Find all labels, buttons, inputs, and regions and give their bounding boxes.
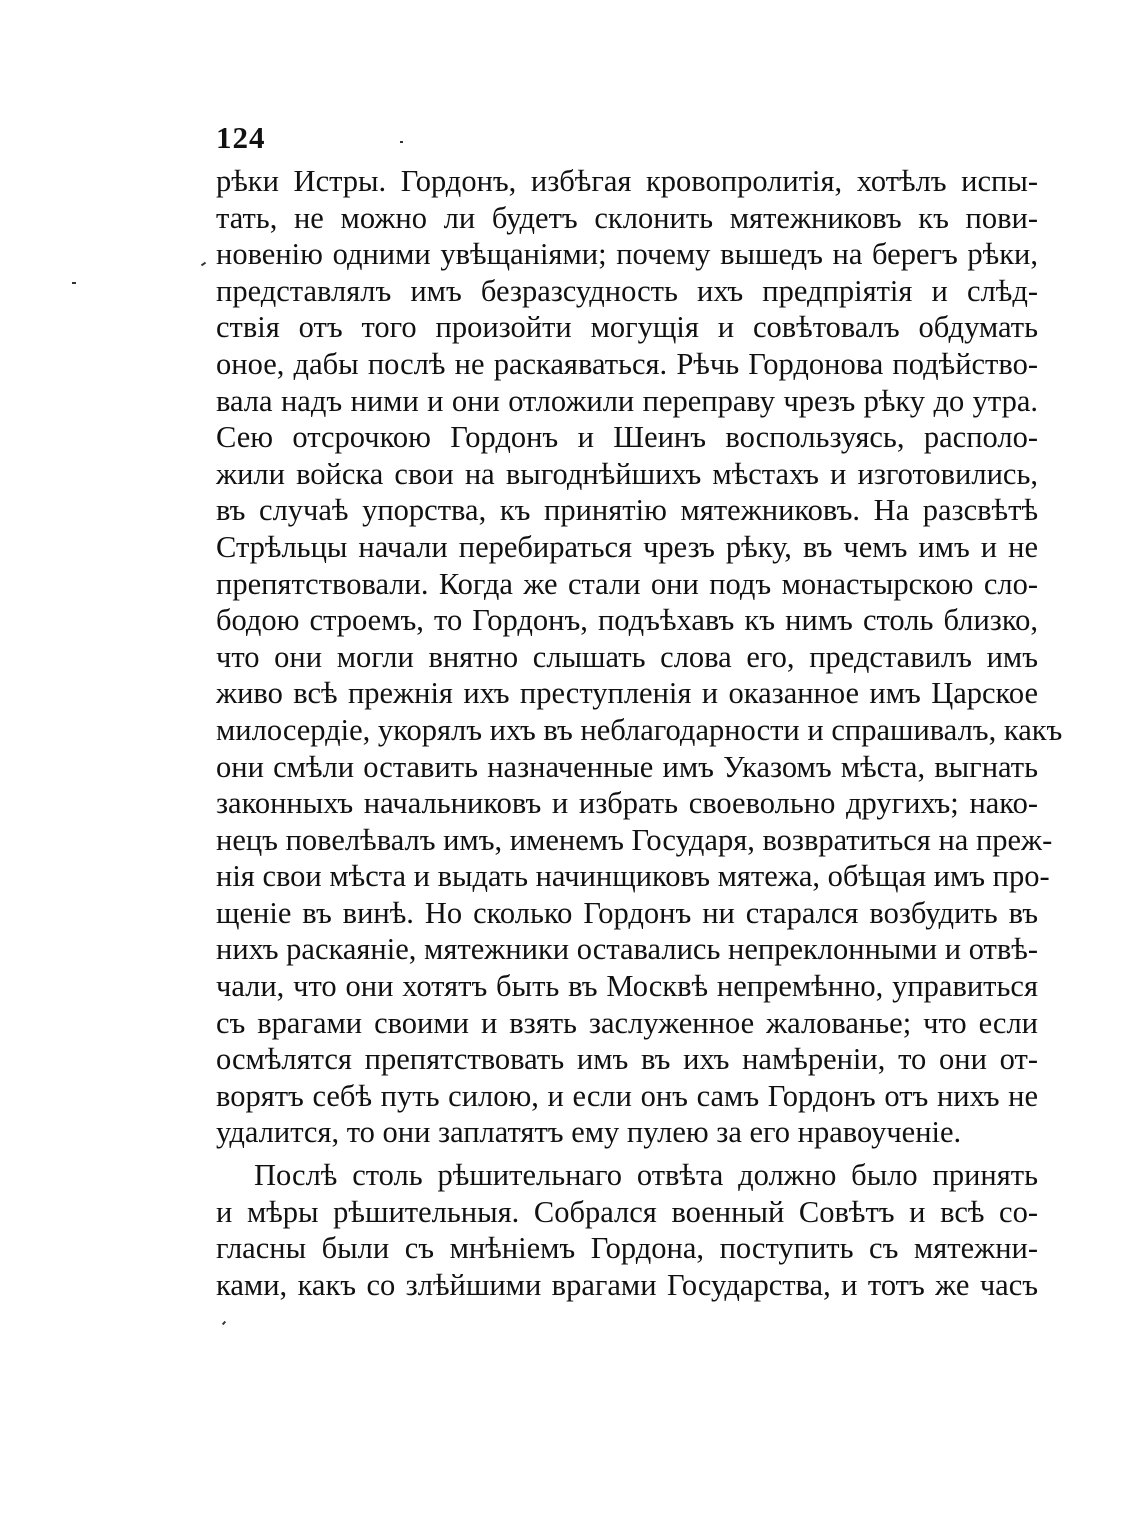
text-line: препятствовали. Когда же стали они подъ монастырскою сло- xyxy=(216,566,1038,601)
text-line: милосердіе, укорялъ ихъ въ неблагодарности и спрашивалъ, какъ xyxy=(216,712,1063,747)
text-line: удалится, то они заплатятъ ему пулею за его нравоученіе. xyxy=(216,1115,962,1150)
print-speck xyxy=(222,1321,226,1325)
text-line: они смѣли оставить назначенные имъ Указомъ мѣста, выгнать xyxy=(216,749,1038,784)
text-line: жили войска свои на выгоднѣйшихъ мѣстахъ и изготовились, xyxy=(216,456,1038,491)
text-line: тать, не можно ли будетъ склонить мятежниковъ къ пови- xyxy=(216,200,1038,235)
page-number: 124 xyxy=(216,120,266,155)
text-line: что они могли внятно слышать слова его, представилъ имъ xyxy=(216,639,1038,674)
text-line: щеніе въ винѣ. Но сколько Гордонъ ни старался возбудить въ xyxy=(216,895,1038,930)
body-text xyxy=(216,163,1063,1303)
text-line: гласны были съ мнѣніемъ Гордона, поступить съ мятежни- xyxy=(216,1231,1038,1266)
text-line: нихъ раскаяніе, мятежники оставались непреклонными и отвѣ- xyxy=(216,932,1038,967)
text-line: съ врагами своими и взять заслуженное жалованье; что если xyxy=(216,1005,1038,1040)
text-line: оное, дабы послѣ не раскаяваться. Рѣчь Гордонова подѣйство- xyxy=(216,346,1038,381)
text-line: нія свои мѣста и выдать начинщиковъ мятежа, обѣщая имъ про- xyxy=(216,859,1050,894)
text-line: рѣки Истры. Гордонъ, избѣгая кровопролитія, хотѣлъ испы- xyxy=(216,164,1038,198)
text-line: законныхъ начальниковъ и избрать своевольно другихъ; нако- xyxy=(216,786,1038,821)
paragraph-first-line: Послѣ столь рѣшительнаго отвѣта должно было принять xyxy=(254,1158,1038,1193)
text-line: бодою строемъ, то Гордонъ, подъѣхавъ къ нимъ столь близко, xyxy=(216,603,1038,638)
text-line: представлялъ имъ безразсудность ихъ предпріятія и слѣд- xyxy=(216,273,1038,308)
print-speck xyxy=(201,262,206,267)
text-line: вала надъ ними и они отложили переправу чрезъ рѣку до утра. xyxy=(216,383,1038,418)
text-line: Сею отсрочкою Гордонъ и Шеинъ воспользуясь, располо- xyxy=(216,420,1038,455)
print-speck xyxy=(400,141,403,143)
text-line: ворятъ себѣ путь силою, и если онъ самъ Гордонъ отъ нихъ не xyxy=(216,1078,1038,1113)
text-line: въ случаѣ упорства, къ принятію мятежниковъ. На разсвѣтѣ xyxy=(216,493,1038,528)
text-line: живо всѣ прежнія ихъ преступленія и оказанное имъ Царское xyxy=(216,676,1038,711)
text-line: чали, что они хотятъ быть въ Москвѣ непремѣнно, управиться xyxy=(216,969,1038,1004)
text-line: осмѣлятся препятствовать имъ въ ихъ намѣреніи, то они от- xyxy=(216,1042,1038,1077)
text-line: и мѣры рѣшительныя. Собрался военный Совѣтъ и всѣ со- xyxy=(216,1194,1038,1229)
text-line: нецъ повелѣвалъ имъ, именемъ Государя, возвратиться на преж- xyxy=(216,822,1053,857)
text-line: Стрѣльцы начали перебираться чрезъ рѣку, въ чемъ имъ и не xyxy=(216,529,1038,564)
print-speck xyxy=(72,282,76,284)
text-line: ствія отъ того произойти могущія и совѣтовалъ обдумать xyxy=(216,310,1038,345)
text-line: новенію одними увѣщаніями; почему вышедъ на берегъ рѣки, xyxy=(216,237,1038,272)
text-line: ками, какъ со злѣйшими врагами Государства, и тотъ же часъ xyxy=(216,1267,1038,1302)
